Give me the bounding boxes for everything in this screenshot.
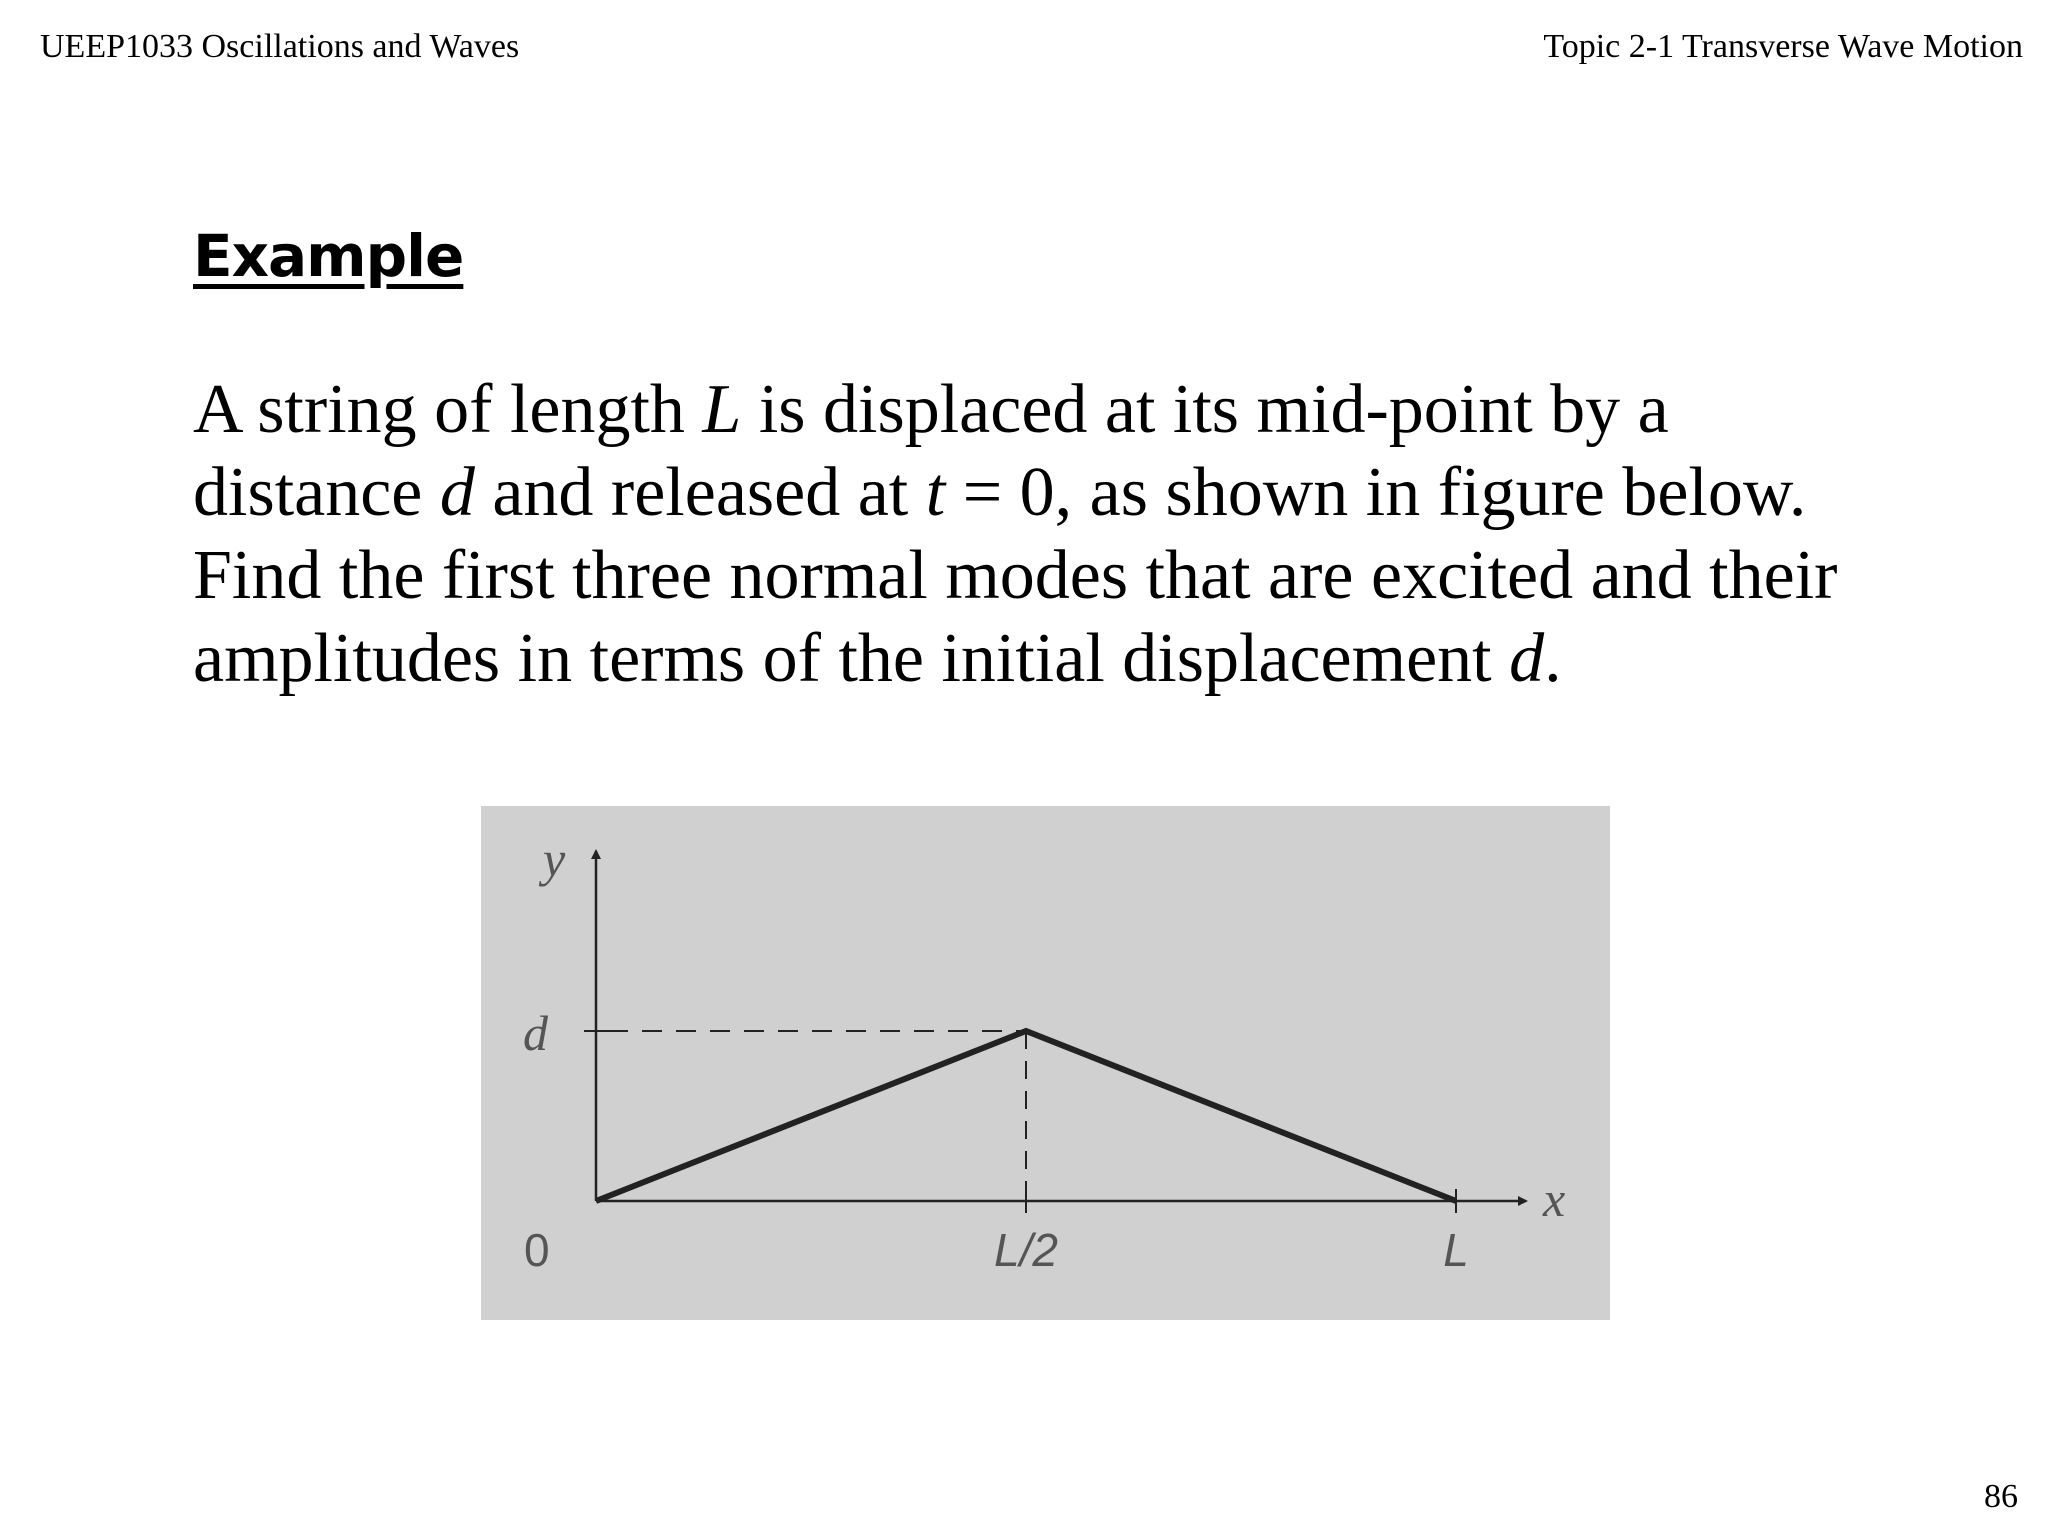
var-t: t [925,454,946,531]
figure-svg [481,806,1610,1320]
course-header: UEEP1033 Oscillations and Waves [40,28,520,65]
string-shape-line [596,1031,1456,1201]
y-axis-label: y [543,831,566,887]
text-segment: = 0, as shown in figure below. [945,454,1807,531]
var-L: L [702,371,742,448]
var-d: d [1509,620,1545,697]
text-segment: A string of length [193,371,703,448]
text-segment: and released at [474,454,926,531]
text-segment: amplitudes in terms of the initial displacement [193,620,1510,697]
d-tick-label: d [523,1005,548,1061]
statement-line-4 [193,617,1953,700]
problem-statement [193,368,1953,700]
x-axis-label: x [1543,1171,1566,1227]
origin-label: 0 [524,1224,550,1276]
statement-line-2 [193,451,1953,534]
statement-line-1 [193,368,1953,451]
slide-title: Example [193,222,464,290]
end-tick-label: L [1443,1224,1469,1276]
string-displacement-figure [481,806,1610,1320]
text-segment: . [1544,620,1562,697]
var-d: d [439,454,475,531]
text-segment: is displaced at its mid-point by a [741,371,1669,448]
topic-header: Topic 2-1 Transverse Wave Motion [1543,28,2023,65]
text-segment: distance [193,454,440,531]
page-number: 86 [1984,1478,2018,1515]
statement-line-3: Find the first three normal modes that are excited and their [193,537,1838,614]
mid-tick-label: L/2 [994,1224,1058,1276]
